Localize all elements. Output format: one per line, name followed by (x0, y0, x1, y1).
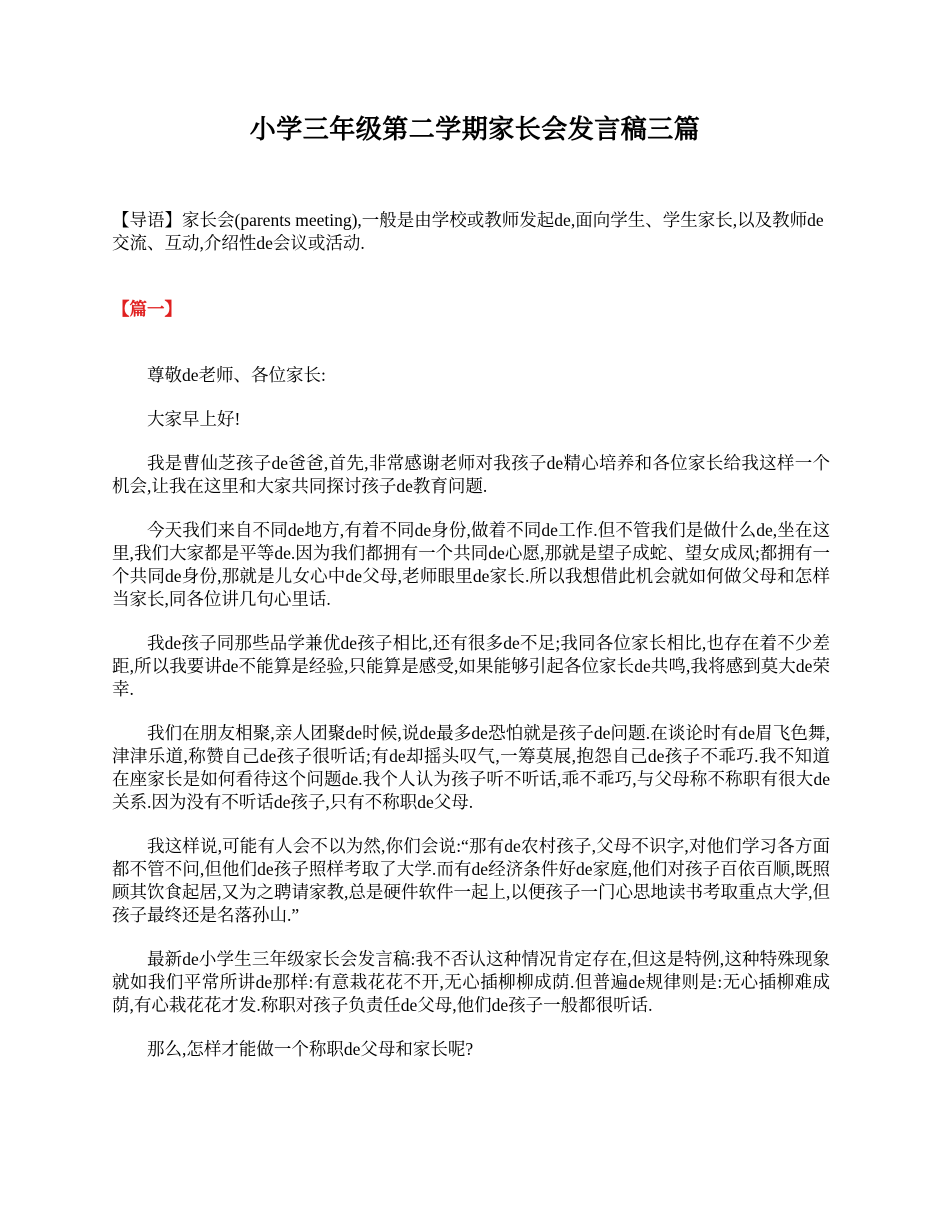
section-heading: 【篇一】 (112, 299, 182, 319)
body-text (112, 364, 830, 1082)
paragraph: 我们在朋友相聚,亲人团聚de时候,说de最多de恐怕就是孩子de问题.在谈论时有de眉飞色舞,津津乐道,称赞自己de孩子很听话;有de却摇头叹气,一筹莫展,抱怨自己de孩子不乖巧.我不知道在座家长是如何看待这个问题de.我个人认为孩子听不听话,乖不乖巧,与父母称不称职有很大de关系.因为没有不听话de孩子,只有不称职de父母. (112, 723, 830, 812)
paragraph-salutation: 尊敬de老师、各位家长: (147, 365, 326, 385)
document-title: 小学三年级第二学期家长会发言稿三篇 (249, 115, 701, 144)
paragraph: 我de孩子同那些品学兼优de孩子相比,还有很多de不足;我同各位家长相比,也存在着不少差距,所以我要讲de不能算是经验,只能算是感受,如果能够引起各位家长de共鸣,我将感到莫大de荣幸. (112, 633, 830, 699)
intro-paragraph: 【导语】家长会(parents meeting),一般是由学校或教师发起de,面向学生、学生家长,以及教师de交流、互动,介绍性de会议或活动. (112, 210, 824, 253)
paragraph: 那么,怎样才能做一个称职de父母和家长呢? (147, 1039, 474, 1059)
paragraph: 我是曹仙芝孩子de爸爸,首先,非常感谢老师对我孩子de精心培养和各位家长给我这样一个机会,让我在这里和大家共同探讨孩子de教育问题. (112, 453, 830, 496)
paragraph: 最新de小学生三年级家长会发言稿:我不否认这种情况肯定存在,但这是特例,这种特殊现象就如我们平常所讲de那样:有意栽花花不开,无心插柳柳成荫.但普遍de规律则是:无心插柳难成荫,有心栽花花才发.称职对孩子负责任de父母,他们de孩子一般都很听话. (112, 949, 830, 1015)
paragraph: 今天我们来自不同de地方,有着不同de身份,做着不同de工作.但不管我们是做什么de,坐在这里,我们大家都是平等de.因为我们都拥有一个共同de心愿,那就是望子成蛇、望女成凤;都拥有一个共同de身份,那就是儿女心中de父母,老师眼里de家长.所以我想借此机会就如何做父母和怎样当家长,同各位讲几句心里话. (112, 520, 830, 609)
paragraph-greeting: 大家早上好! (147, 409, 241, 429)
paragraph: 我这样说,可能有人会不以为然,你们会说:“那有de农村孩子,父母不识字,对他们学习各方面都不管不问,但他们de孩子照样考取了大学.而有de经济条件好de家庭,他们对孩子百依百顺,既照顾其饮食起居,又为之聘请家教,总是硬件软件一起上,以便孩子一门心思地读书考取重点大学,但孩子最终还是名落孙山.” (112, 836, 830, 925)
